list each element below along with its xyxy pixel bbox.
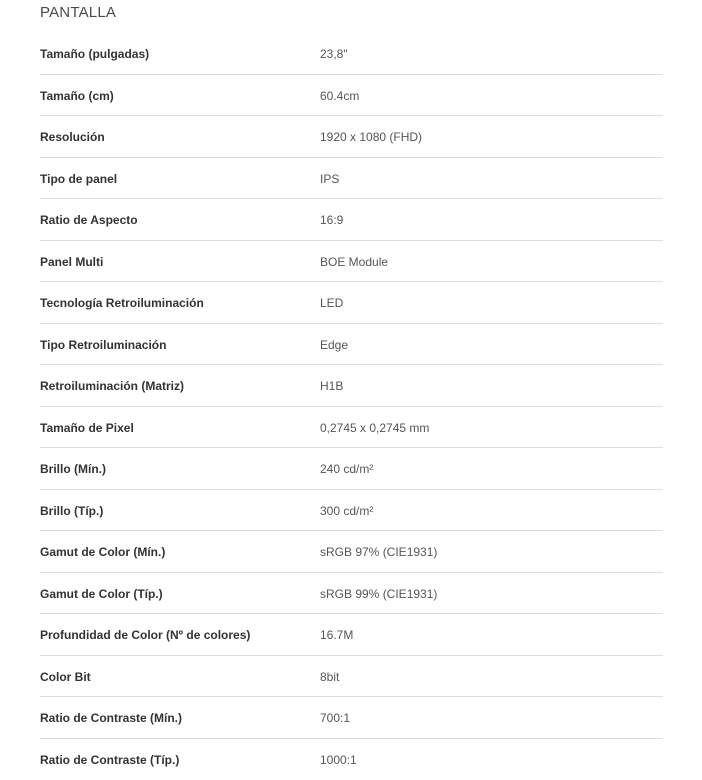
spec-row bbox=[40, 199, 663, 241]
spec-table bbox=[40, 33, 663, 780]
spec-value: 60.4cm bbox=[320, 89, 359, 103]
spec-row bbox=[40, 158, 663, 200]
spec-row bbox=[40, 407, 663, 449]
spec-value: H1B bbox=[320, 379, 343, 393]
spec-value: 1000:1 bbox=[320, 753, 357, 767]
spec-label: Tipo de panel bbox=[40, 172, 117, 186]
spec-value: sRGB 97% (CIE1931) bbox=[320, 545, 437, 559]
spec-row bbox=[40, 697, 663, 739]
spec-row bbox=[40, 33, 663, 75]
spec-label: Tamaño de Pixel bbox=[40, 421, 134, 435]
spec-label: Brillo (Mín.) bbox=[40, 462, 106, 476]
spec-label: Tamaño (pulgadas) bbox=[40, 47, 149, 61]
spec-value: 300 cd/m² bbox=[320, 504, 373, 518]
spec-label: Tecnología Retroiluminación bbox=[40, 296, 204, 310]
spec-label: Ratio de Aspecto bbox=[40, 213, 138, 227]
spec-value: sRGB 99% (CIE1931) bbox=[320, 587, 437, 601]
spec-label: Resolución bbox=[40, 130, 105, 144]
spec-row bbox=[40, 739, 663, 780]
spec-row bbox=[40, 324, 663, 366]
spec-value: 0,2745 x 0,2745 mm bbox=[320, 421, 429, 435]
spec-label: Retroiluminación (Matriz) bbox=[40, 379, 184, 393]
spec-row bbox=[40, 614, 663, 656]
spec-label: Brillo (Típ.) bbox=[40, 504, 103, 518]
spec-value: 16:9 bbox=[320, 213, 343, 227]
spec-value: 240 cd/m² bbox=[320, 462, 373, 476]
section-title: PANTALLA bbox=[40, 4, 116, 21]
spec-value: 16.7M bbox=[320, 628, 353, 642]
spec-value: 700:1 bbox=[320, 711, 350, 725]
spec-label: Tamaño (cm) bbox=[40, 89, 114, 103]
spec-value: 1920 x 1080 (FHD) bbox=[320, 130, 422, 144]
spec-row bbox=[40, 573, 663, 615]
spec-label: Panel Multi bbox=[40, 255, 103, 269]
spec-row bbox=[40, 282, 663, 324]
spec-value: IPS bbox=[320, 172, 339, 186]
spec-row bbox=[40, 656, 663, 698]
spec-row bbox=[40, 448, 663, 490]
spec-value: 23,8" bbox=[320, 47, 348, 61]
spec-row bbox=[40, 75, 663, 117]
spec-value: 8bit bbox=[320, 670, 339, 684]
spec-label: Tipo Retroiluminación bbox=[40, 338, 166, 352]
spec-row bbox=[40, 365, 663, 407]
spec-value: Edge bbox=[320, 338, 348, 352]
spec-row bbox=[40, 490, 663, 532]
spec-label: Ratio de Contraste (Típ.) bbox=[40, 753, 179, 767]
spec-value: BOE Module bbox=[320, 255, 388, 269]
spec-row bbox=[40, 116, 663, 158]
spec-label: Color Bit bbox=[40, 670, 91, 684]
spec-value: LED bbox=[320, 296, 343, 310]
spec-row bbox=[40, 531, 663, 573]
spec-label: Ratio de Contraste (Mín.) bbox=[40, 711, 182, 725]
spec-label: Profundidad de Color (Nº de colores) bbox=[40, 628, 250, 642]
spec-label: Gamut de Color (Típ.) bbox=[40, 587, 163, 601]
spec-row bbox=[40, 241, 663, 283]
spec-label: Gamut de Color (Mín.) bbox=[40, 545, 165, 559]
